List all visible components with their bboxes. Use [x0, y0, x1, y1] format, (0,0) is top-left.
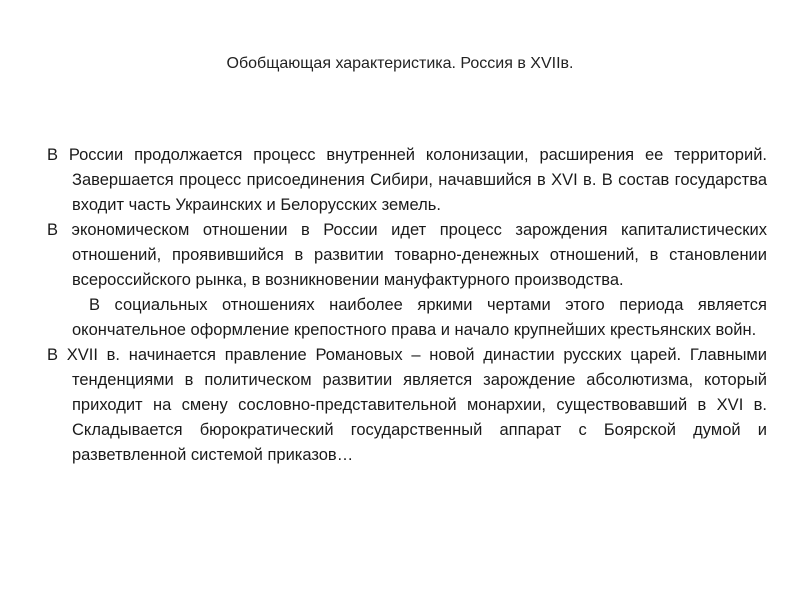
- slide-title: Обобщающая характеристика. Россия в XVIIв.: [226, 55, 574, 72]
- paragraph-politics: В XVII в. начинается правление Романовых – новой династии русских царей. Главными тенденциями в политическом развитии является зарождение абсолютизма, который приходит на смену сословно-представительной монархии, существовавший в XVI в. Складывается бюрократический государственный аппарат с Боярской думой и разветвленной системой приказов…: [47, 346, 767, 464]
- paragraph-economy: В экономическом отношении в России идет процесс зарождения капиталистических отношений, проявившийся в развитии товарно-денежных отношений, в становлении всероссийского рынка, в возникновении мануфактурного производства.: [47, 221, 767, 289]
- paragraph-social: В социальных отношениях наиболее яркими чертами этого периода является окончательное оформление крепостного права и начало крупнейших крестьянских войн.: [72, 296, 767, 339]
- slide-body: [47, 143, 767, 468]
- paragraph-colonization: В России продолжается процесс внутренней колонизации, расширения ее территорий. Завершается процесс присоединения Сибири, начавшийся в XVI в. В состав государства входит часть Украинских и Белорусских земель.: [47, 146, 767, 214]
